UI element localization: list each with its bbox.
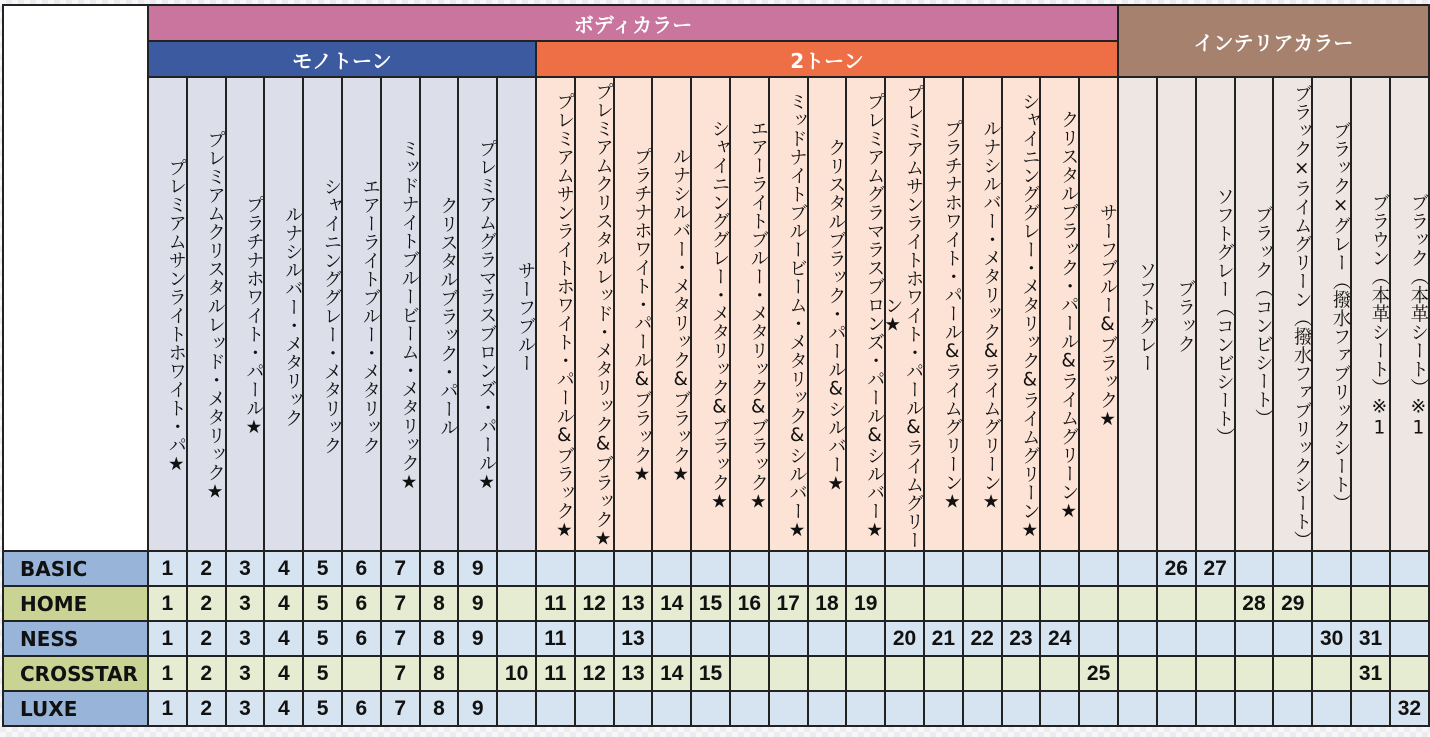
availability-cell: [1351, 586, 1390, 621]
availability-cell: 5: [303, 551, 342, 586]
availability-cell: [652, 691, 691, 726]
availability-cell: [1002, 656, 1041, 691]
availability-cell: 11: [536, 621, 575, 656]
color-name-row: [3, 77, 1429, 551]
availability-cell: 2: [187, 621, 226, 656]
availability-cell: 12: [575, 656, 614, 691]
availability-cell: [769, 691, 808, 726]
availability-cell: 12: [575, 586, 614, 621]
availability-cell: 4: [264, 691, 303, 726]
availability-cell: [846, 551, 885, 586]
color-name-two-tone-7: ミッドナイトブルービーム・メタリック&シルバー★: [769, 77, 808, 551]
monotone-header: モノトーン: [148, 41, 536, 77]
availability-cell: 11: [536, 586, 575, 621]
availability-cell: 2: [187, 551, 226, 586]
availability-cell: [1351, 691, 1390, 726]
grade-row-home: [3, 586, 1429, 621]
availability-cell: [963, 691, 1002, 726]
availability-cell: 9: [458, 621, 497, 656]
availability-cell: 31: [1351, 621, 1390, 656]
availability-cell: 7: [381, 621, 420, 656]
availability-cell: [1040, 656, 1079, 691]
availability-cell: 7: [381, 586, 420, 621]
availability-cell: [1196, 621, 1235, 656]
availability-cell: 5: [303, 656, 342, 691]
availability-cell: 22: [963, 621, 1002, 656]
availability-cell: 2: [187, 691, 226, 726]
availability-cell: 4: [264, 621, 303, 656]
availability-cell: [575, 551, 614, 586]
availability-cell: [1118, 691, 1157, 726]
availability-cell: [885, 551, 924, 586]
color-name-two-tone-9: プレミアムグラマラスブロンズ・パール&シルバー★: [846, 77, 885, 551]
availability-cell: 29: [1273, 586, 1312, 621]
color-name-two-tone-4: ルナシルバー・メタリック&ブラック★: [652, 77, 691, 551]
availability-cell: 8: [420, 656, 459, 691]
color-name-interior-5: ブラック×ライムグリーン（撥水ファブリックシート）: [1273, 77, 1312, 551]
grade-row-crosstar: [3, 656, 1429, 691]
color-name-two-tone-1: プレミアムサンライトホワイト・パール&ブラック★: [536, 77, 575, 551]
availability-cell: 1: [148, 691, 187, 726]
header-row-1: [3, 5, 1429, 41]
availability-cell: 30: [1312, 621, 1351, 656]
color-name-interior-3: ソフトグレー（コンビシート）: [1196, 77, 1235, 551]
availability-cell: 3: [226, 586, 265, 621]
availability-cell: [536, 551, 575, 586]
color-name-interior-6: ブラック×グレー（撥水ファブリックシート）: [1312, 77, 1351, 551]
grade-label: HOME: [3, 586, 148, 621]
availability-cell: [1118, 656, 1157, 691]
availability-cell: [1002, 551, 1041, 586]
availability-cell: [1196, 656, 1235, 691]
grade-label: BASIC: [3, 551, 148, 586]
availability-cell: [769, 551, 808, 586]
two-tone-header: 2トーン: [536, 41, 1118, 77]
color-name-two-tone-15: サーフブルー&ブラック★: [1079, 77, 1118, 551]
availability-cell: [614, 551, 653, 586]
color-name-interior-2: ブラック: [1157, 77, 1196, 551]
availability-cell: [691, 621, 730, 656]
availability-cell: [1040, 691, 1079, 726]
availability-cell: [652, 551, 691, 586]
color-name-two-tone-6: エアーライトブルー・メタリック&ブラック★: [730, 77, 769, 551]
availability-cell: [1235, 656, 1274, 691]
color-name-interior-1: ソフトグレー: [1118, 77, 1157, 551]
availability-cell: [652, 621, 691, 656]
availability-cell: [885, 586, 924, 621]
color-name-two-tone-8: クリスタルブラック・パール&シルバー★: [808, 77, 847, 551]
availability-cell: [846, 691, 885, 726]
availability-cell: [691, 551, 730, 586]
availability-cell: [1390, 586, 1429, 621]
color-name-interior-4: ブラック（コンビシート）: [1235, 77, 1274, 551]
color-name-two-tone-10: プレミアムサンライトホワイト・パール&ライムグリーン★: [885, 77, 924, 551]
availability-cell: [924, 691, 963, 726]
availability-cell: 21: [924, 621, 963, 656]
availability-cell: [1235, 691, 1274, 726]
color-name-monotone-4: ルナシルバー・メタリック: [264, 77, 303, 551]
availability-cell: 27: [1196, 551, 1235, 586]
availability-cell: [1157, 656, 1196, 691]
availability-cell: 19: [846, 586, 885, 621]
availability-cell: [1312, 656, 1351, 691]
availability-cell: [1196, 691, 1235, 726]
availability-cell: 3: [226, 656, 265, 691]
color-name-interior-8: ブラック（本革シート）※1: [1390, 77, 1429, 551]
availability-cell: [1312, 551, 1351, 586]
availability-cell: [1351, 551, 1390, 586]
availability-cell: 4: [264, 551, 303, 586]
availability-cell: [730, 621, 769, 656]
availability-cell: 26: [1157, 551, 1196, 586]
color-name-two-tone-5: シャイニンググレー・メタリック&ブラック★: [691, 77, 730, 551]
color-name-monotone-10: サーフブルー: [497, 77, 536, 551]
color-availability-table: [2, 4, 1430, 727]
availability-cell: [1235, 551, 1274, 586]
availability-cell: [730, 551, 769, 586]
availability-cell: [963, 586, 1002, 621]
availability-cell: [1312, 691, 1351, 726]
availability-cell: [885, 656, 924, 691]
availability-cell: 9: [458, 691, 497, 726]
availability-cell: [1040, 551, 1079, 586]
color-name-monotone-9: プレミアムグラマラスブロンズ・パール★: [458, 77, 497, 551]
availability-cell: [1390, 621, 1429, 656]
availability-cell: [1235, 621, 1274, 656]
grade-label: CROSSTAR: [3, 656, 148, 691]
availability-cell: 11: [536, 656, 575, 691]
color-name-two-tone-3: プラチナホワイト・パール&ブラック★: [614, 77, 653, 551]
availability-cell: [730, 656, 769, 691]
availability-cell: 5: [303, 621, 342, 656]
availability-cell: 4: [264, 656, 303, 691]
grade-row-basic: [3, 551, 1429, 586]
availability-cell: [1390, 551, 1429, 586]
color-name-two-tone-11: プラチナホワイト・パール&ライムグリーン★: [924, 77, 963, 551]
availability-cell: [1002, 586, 1041, 621]
availability-cell: 8: [420, 691, 459, 726]
availability-cell: 24: [1040, 621, 1079, 656]
availability-cell: 6: [342, 551, 381, 586]
availability-cell: 6: [342, 691, 381, 726]
availability-cell: 10: [497, 656, 536, 691]
grade-row-luxe: [3, 691, 1429, 726]
availability-cell: [1079, 621, 1118, 656]
availability-cell: 28: [1235, 586, 1274, 621]
availability-cell: 32: [1390, 691, 1429, 726]
availability-cell: 6: [342, 586, 381, 621]
availability-cell: 31: [1351, 656, 1390, 691]
availability-cell: [575, 621, 614, 656]
availability-cell: 2: [187, 656, 226, 691]
availability-cell: [1196, 586, 1235, 621]
availability-cell: 7: [381, 551, 420, 586]
availability-cell: 17: [769, 586, 808, 621]
availability-cell: [497, 586, 536, 621]
availability-cell: 9: [458, 586, 497, 621]
availability-cell: [963, 656, 1002, 691]
grade-label: LUXE: [3, 691, 148, 726]
availability-cell: [769, 621, 808, 656]
availability-cell: 7: [381, 656, 420, 691]
availability-cell: [808, 691, 847, 726]
availability-cell: [846, 621, 885, 656]
availability-cell: [1273, 691, 1312, 726]
availability-cell: [1118, 586, 1157, 621]
color-name-two-tone-2: プレミアムクリスタルレッド・メタリック&ブラック★: [575, 77, 614, 551]
availability-cell: [963, 551, 1002, 586]
availability-cell: 14: [652, 586, 691, 621]
availability-cell: [808, 551, 847, 586]
availability-cell: 15: [691, 586, 730, 621]
availability-cell: 7: [381, 691, 420, 726]
availability-cell: 2: [187, 586, 226, 621]
availability-cell: [1157, 586, 1196, 621]
availability-cell: [536, 691, 575, 726]
availability-cell: 13: [614, 586, 653, 621]
availability-cell: [846, 656, 885, 691]
availability-cell: [808, 656, 847, 691]
availability-cell: 3: [226, 621, 265, 656]
availability-cell: [1157, 621, 1196, 656]
availability-cell: [808, 621, 847, 656]
availability-cell: 3: [226, 551, 265, 586]
availability-cell: [924, 586, 963, 621]
availability-cell: [691, 691, 730, 726]
corner-cell: [3, 5, 148, 551]
availability-cell: [924, 551, 963, 586]
color-name-two-tone-12: ルナシルバー・メタリック&ライムグリーン★: [963, 77, 1002, 551]
availability-cell: [1079, 586, 1118, 621]
availability-cell: [1002, 691, 1041, 726]
availability-cell: [1273, 656, 1312, 691]
availability-cell: [1118, 551, 1157, 586]
availability-cell: 23: [1002, 621, 1041, 656]
availability-cell: [458, 656, 497, 691]
availability-cell: 13: [614, 656, 653, 691]
availability-cell: [497, 551, 536, 586]
availability-cell: [730, 691, 769, 726]
grade-row-ness: [3, 621, 1429, 656]
color-name-monotone-7: ミッドナイトブルービーム・メタリック★: [381, 77, 420, 551]
availability-cell: [1118, 621, 1157, 656]
availability-cell: 20: [885, 621, 924, 656]
availability-cell: 18: [808, 586, 847, 621]
color-name-monotone-2: プレミアムクリスタルレッド・メタリック★: [187, 77, 226, 551]
availability-cell: 1: [148, 656, 187, 691]
availability-cell: [1312, 586, 1351, 621]
color-name-two-tone-13: シャイニンググレー・メタリック&ライムグリーン★: [1002, 77, 1041, 551]
availability-cell: 25: [1079, 656, 1118, 691]
availability-cell: [1079, 551, 1118, 586]
availability-cell: 5: [303, 691, 342, 726]
interior-color-header: インテリアカラー: [1118, 5, 1429, 77]
availability-cell: 13: [614, 621, 653, 656]
availability-cell: 4: [264, 586, 303, 621]
availability-cell: [924, 656, 963, 691]
availability-cell: 1: [148, 586, 187, 621]
availability-cell: 16: [730, 586, 769, 621]
availability-cell: [885, 691, 924, 726]
availability-cell: [614, 691, 653, 726]
color-name-monotone-3: プラチナホワイト・パール★: [226, 77, 265, 551]
availability-cell: [1157, 691, 1196, 726]
availability-cell: [342, 656, 381, 691]
availability-cell: 5: [303, 586, 342, 621]
availability-cell: 8: [420, 586, 459, 621]
availability-cell: [1040, 586, 1079, 621]
color-name-monotone-5: シャイニンググレー・メタリック: [303, 77, 342, 551]
body-color-header: ボディカラー: [148, 5, 1118, 41]
color-name-two-tone-14: クリスタルブラック・パール&ライムグリーン★: [1040, 77, 1079, 551]
color-name-monotone-1: プレミアムサンライトホワイト・パ★: [148, 77, 187, 551]
color-name-monotone-6: エアーライトブルー・メタリック: [342, 77, 381, 551]
availability-cell: 1: [148, 621, 187, 656]
availability-cell: 9: [458, 551, 497, 586]
availability-cell: [1079, 691, 1118, 726]
availability-cell: [497, 691, 536, 726]
availability-cell: 8: [420, 551, 459, 586]
availability-cell: [575, 691, 614, 726]
availability-cell: [1390, 656, 1429, 691]
color-name-interior-7: ブラウン（本革シート）※1: [1351, 77, 1390, 551]
availability-cell: 3: [226, 691, 265, 726]
availability-cell: [1273, 551, 1312, 586]
availability-cell: [769, 656, 808, 691]
availability-cell: [1273, 621, 1312, 656]
availability-cell: 1: [148, 551, 187, 586]
color-name-monotone-8: クリスタルブラック・パール: [420, 77, 459, 551]
grade-label: NESS: [3, 621, 148, 656]
availability-cell: 14: [652, 656, 691, 691]
availability-cell: 15: [691, 656, 730, 691]
availability-cell: [497, 621, 536, 656]
availability-cell: 6: [342, 621, 381, 656]
availability-cell: 8: [420, 621, 459, 656]
